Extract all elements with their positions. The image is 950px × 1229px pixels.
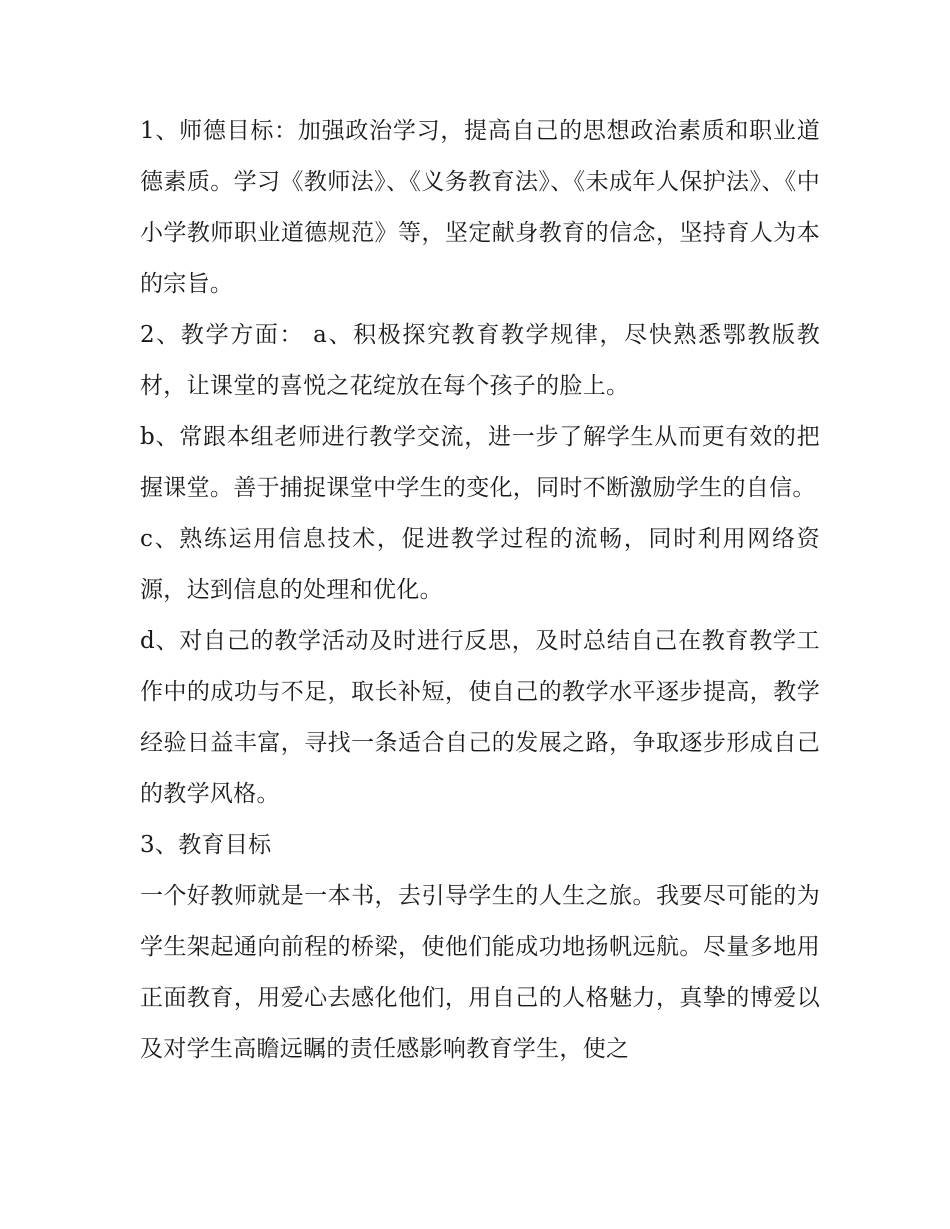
section-heading-education-goal: 3、教育目标	[140, 832, 272, 858]
document-body	[140, 106, 820, 1075]
paragraph-education-goal: 一个好教师就是一本书，去引导学生的人生之旅。我要尽可能的为学生架起通向前程的桥梁，使他们能成功地扬帆远航。尽量多地用正面教育，用爱心去感化他们，用自己的人格魅力，真挚的博爱以及对学生高瞻远瞩的责任感影响教育学生，使之	[140, 883, 820, 1062]
paragraph-teaching-aspect-a: 2、教学方面： a、积极探究教育教学规律，尽快熟悉鄂教版教材，让课堂的喜悦之花绽放在每个孩子的脸上。	[140, 322, 820, 399]
paragraph-teaching-aspect-c: c、熟练运用信息技术，促进教学过程的流畅，同时利用网络资源，达到信息的处理和优化。	[140, 526, 820, 603]
paragraph-teaching-aspect-d: d、对自己的教学活动及时进行反思，及时总结自己在教育教学工作中的成功与不足，取长补短，使自己的教学水平逐步提高，教学经验日益丰富，寻找一条适合自己的发展之路，争取逐步形成自己的教学风格。	[140, 628, 820, 807]
paragraph-teacher-ethics-goal: 1、师德目标：加强政治学习，提高自己的思想政治素质和职业道德素质。学习《教师法》、《义务教育法》、《未成年人保护法》、《中小学教师职业道德规范》等，坚定献身教育的信念，坚持育人为本的宗旨。	[140, 118, 820, 297]
paragraph-teaching-aspect-b: b、常跟本组老师进行教学交流，进一步了解学生从而更有效的把握课堂。善于捕捉课堂中学生的变化，同时不断激励学生的自信。	[140, 424, 820, 501]
